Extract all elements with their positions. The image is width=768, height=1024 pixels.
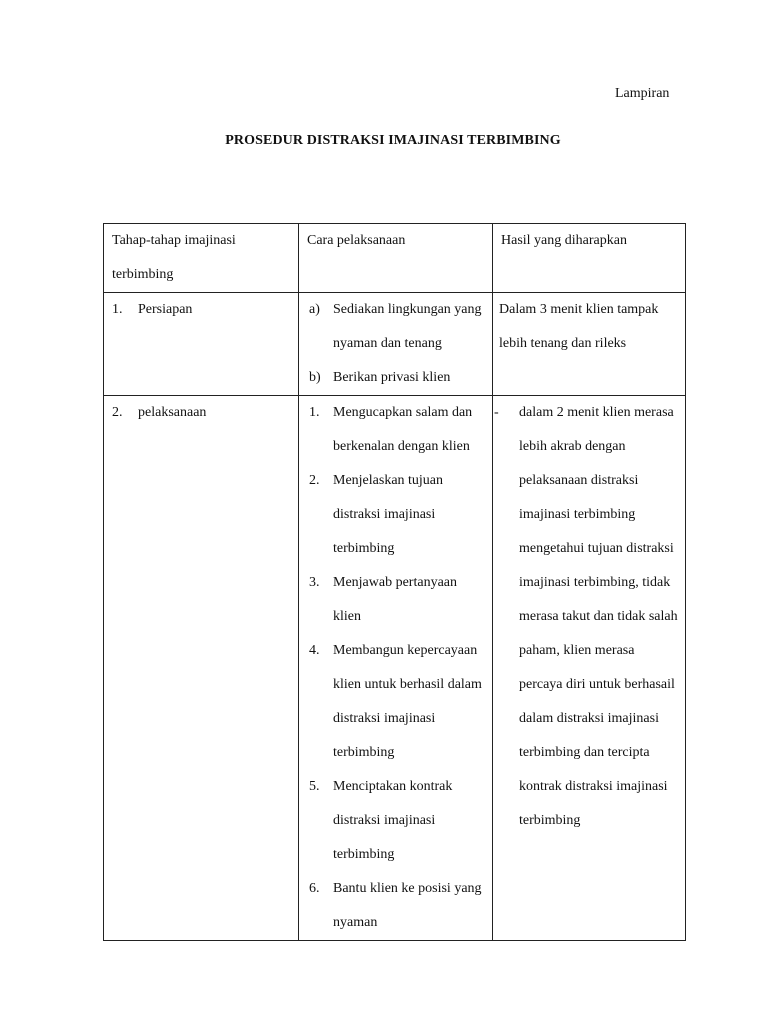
step-text: Sediakan lingkungan yang nyaman dan tenang: [333, 302, 482, 351]
column-header-method-label: Cara pelaksanaan: [307, 233, 406, 248]
list-item: [309, 634, 488, 770]
step-marker: a): [309, 302, 320, 317]
list-item: [309, 293, 488, 361]
procedure-table: [103, 223, 686, 941]
step-text: Bantu klien ke posisi yang nyaman: [333, 881, 482, 930]
step-text: Mengucapkan salam dan berkenalan dengan klien: [333, 405, 473, 454]
appendix-label: Lampiran: [615, 86, 670, 101]
result-text: dalam 2 menit klien merasa lebih akrab dengan pelaksanaan distraksi imajinasi terbimbing mengetahui tujuan distraksi imajinasi terbimbing, tidak merasa takut dan tidak salah paham, klien merasa percaya diri untuk berhasail dalam distraksi imajinasi terbimbing dan tercipta kontrak distraksi imajinasi terbimbing: [519, 405, 678, 828]
step-marker: 4.: [309, 643, 320, 658]
stage-number: 1.: [112, 302, 123, 317]
stage-name: pelaksanaan: [138, 405, 207, 420]
result-text: Dalam 3 menit klien tampak lebih tenang dan rileks: [499, 302, 659, 351]
stage-cell: [104, 396, 299, 941]
result-cell: [493, 396, 686, 941]
stage-number: 2.: [112, 405, 123, 420]
list-item: [309, 770, 488, 872]
step-marker: 5.: [309, 779, 320, 794]
method-cell: [299, 396, 493, 941]
step-marker: 2.: [309, 473, 320, 488]
step-text: Membangun kepercayaan klien untuk berhasil dalam distraksi imajinasi terbimbing: [333, 643, 482, 760]
result-marker: -: [494, 405, 499, 420]
result-cell: [493, 293, 686, 396]
step-list: [299, 293, 492, 395]
column-header-result: [493, 224, 686, 293]
step-text: Berikan privasi klien: [333, 370, 451, 385]
list-item: [309, 361, 488, 395]
stage-name: Persiapan: [138, 302, 193, 317]
method-cell: [299, 293, 493, 396]
document-title: PROSEDUR DISTRAKSI IMAJINASI TERBIMBING: [225, 133, 561, 148]
list-item: [309, 566, 488, 634]
list-item: [309, 396, 488, 464]
table-row: [104, 396, 686, 941]
column-header-stage-label: Tahap-tahap imajinasi terbimbing: [112, 233, 236, 282]
step-text: Menjelaskan tujuan distraksi imajinasi terbimbing: [333, 473, 444, 556]
column-header-stage: [104, 224, 299, 293]
step-text: Menciptakan kontrak distraksi imajinasi terbimbing: [333, 779, 453, 862]
list-item: [309, 464, 488, 566]
table-header-row: [104, 224, 686, 293]
step-marker: b): [309, 370, 321, 385]
step-marker: 6.: [309, 881, 320, 896]
step-list: [299, 396, 492, 940]
stage-cell: [104, 293, 299, 396]
column-header-method: [299, 224, 493, 293]
column-header-result-label: Hasil yang diharapkan: [501, 233, 627, 248]
step-marker: 3.: [309, 575, 320, 590]
table-row: [104, 293, 686, 396]
step-text: Menjawab pertanyaan klien: [333, 575, 457, 624]
step-marker: 1.: [309, 405, 320, 420]
list-item: [309, 872, 488, 940]
